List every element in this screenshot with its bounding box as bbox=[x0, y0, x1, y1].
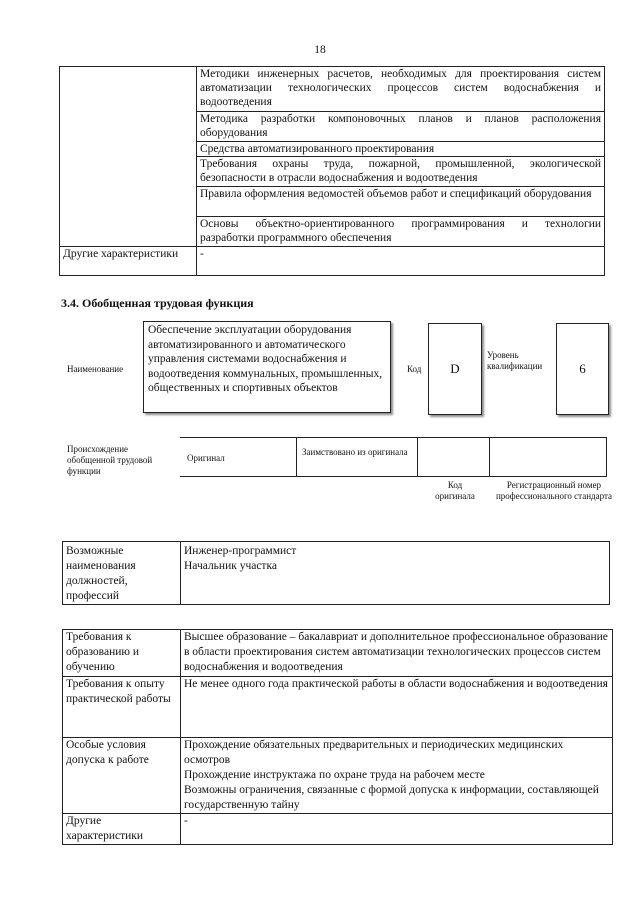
positions-value bbox=[181, 542, 610, 605]
code-original-cell bbox=[417, 437, 490, 477]
req-label: Особые условия допуска к работе bbox=[63, 738, 181, 814]
reg-number-cell bbox=[490, 437, 607, 477]
req-line: Прохождение обязательных предварительных и периодических медицинских осмотров bbox=[184, 739, 564, 766]
req-line: Прохождение инструктажа по охране труда на рабочем месте bbox=[184, 769, 485, 781]
req-value: Не менее одного года практической работы в области водоснабжения и водоотведения bbox=[181, 677, 613, 738]
req-label: Требования к опыту практической работы bbox=[63, 677, 181, 738]
knowledge-item: Основы объектно-ориентированного программирования и технологии разработки программного обеспечения bbox=[197, 217, 605, 247]
original-cell: Оригинал bbox=[180, 437, 297, 477]
reg-number-caption: Регистрационный номер профессионального стандарта bbox=[495, 480, 613, 501]
code-value-box: D bbox=[428, 323, 482, 415]
positions-label: Возможные наименования должностей, профессий bbox=[63, 542, 181, 605]
req-value bbox=[181, 738, 613, 814]
knowledge-item: Требования охраны труда, пожарной, промышленной, экологической безопасности в отрасли водоснабжения и водоотведения bbox=[197, 157, 605, 187]
knowledge-label-cell bbox=[60, 67, 197, 247]
req-label: Требования к образованию и обучению bbox=[63, 630, 181, 677]
function-name-box: Обеспечение эксплуатации оборудования автоматизированного и автоматического управления системами водоснабжения и водоотведения коммунальных, промышленных, общественных и спортивных объектов bbox=[143, 321, 391, 413]
knowledge-item: Средства автоматизированного проектирования bbox=[197, 142, 605, 157]
name-label: Наименование bbox=[67, 364, 124, 374]
req-label: Другие характеристики bbox=[63, 814, 181, 845]
position-name: Инженер-программист bbox=[184, 545, 297, 557]
other-characteristics-value: - bbox=[197, 247, 605, 276]
knowledge-item: Методика разработки компоновочных планов и планов расположения оборудования bbox=[197, 112, 605, 142]
req-value: Высшее образование – бакалавриат и дополнительное профессиональное образование в области проектирования систем автоматизации технологических процессов систем водоснабжения и водоотведения bbox=[181, 630, 613, 677]
requirements-table bbox=[62, 629, 613, 845]
positions-table bbox=[62, 541, 610, 605]
knowledge-item: Правила оформления ведомостей объемов работ и спецификаций оборудования bbox=[197, 187, 605, 217]
level-value-box: 6 bbox=[556, 323, 609, 415]
req-line: Возможны ограничения, связанные с формой допуска к информации, составляющей государственную тайну bbox=[184, 784, 599, 811]
req-value: - bbox=[181, 814, 613, 845]
knowledge-item: Методики инженерных расчетов, необходимых для проектирования систем автоматизации технологических процессов систем водоснабжения и водоотведения bbox=[197, 67, 605, 112]
section-title: 3.4. Обобщенная трудовая функция bbox=[61, 296, 254, 310]
page-number: 18 bbox=[314, 44, 326, 56]
code-label: Код bbox=[407, 364, 422, 374]
level-label: Уровень квалификации bbox=[487, 350, 543, 371]
other-characteristics-label: Другие характеристики bbox=[60, 247, 197, 276]
borrowed-cell: Заимствовано из оригинала bbox=[297, 437, 417, 477]
position-name: Начальник участка bbox=[184, 560, 277, 572]
origin-label: Происхождение обобщенной трудовой функции bbox=[67, 444, 153, 476]
origin-row bbox=[180, 437, 607, 477]
code-original-caption: Код оригинала bbox=[435, 480, 475, 501]
knowledge-table bbox=[59, 66, 605, 276]
